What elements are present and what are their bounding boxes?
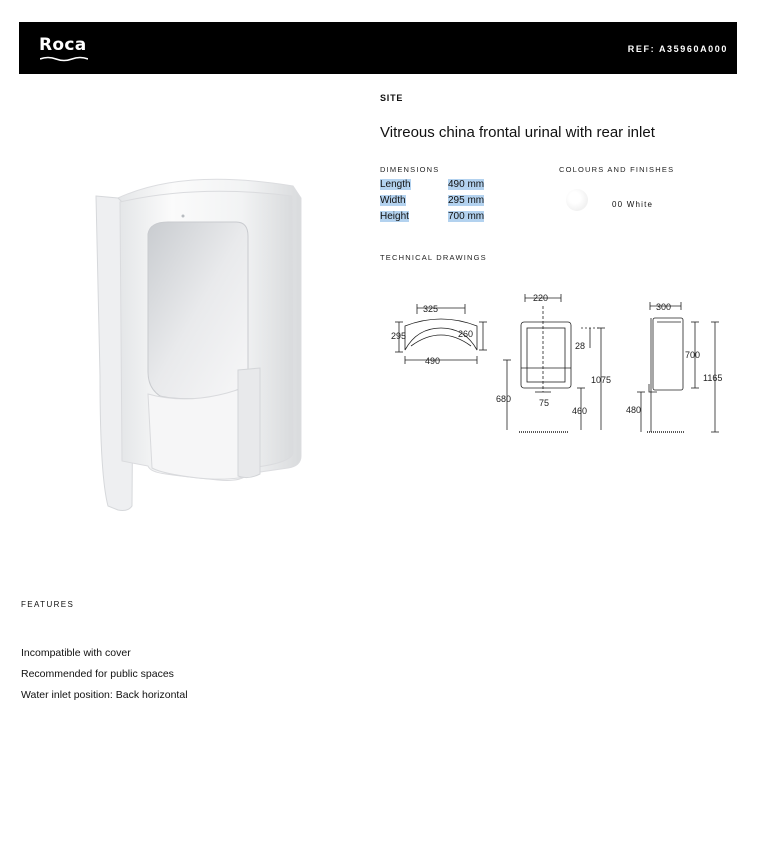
front-view-drawing: [496, 293, 611, 432]
feature-item: Incompatible with cover: [21, 647, 131, 659]
dimensions-label: DIMENSIONS: [380, 165, 440, 174]
technical-drawings-label: TECHNICAL DRAWINGS: [380, 253, 487, 262]
front-view-dim-r2: 1075: [591, 375, 612, 385]
technical-drawings: [385, 288, 735, 438]
finishes-label: COLOURS AND FINISHES: [559, 165, 675, 174]
side-view-drawing: [626, 302, 722, 432]
side-view-dim-top: 300: [656, 302, 672, 312]
finish-swatch-white: [566, 189, 588, 211]
side-view-dim-inner: 700: [685, 350, 701, 360]
top-view-dim-left: 295: [391, 331, 407, 341]
product-series: SITE: [380, 93, 404, 103]
brand-logo: Roca: [39, 35, 87, 55]
dimension-label: Height: [380, 211, 409, 222]
top-view-dim-right: 260: [458, 329, 474, 339]
reference-code: REF: A35960A000: [627, 44, 728, 54]
top-view-drawing: [391, 304, 487, 366]
product-image: [88, 176, 308, 516]
side-view-dim-outer: 1165: [703, 373, 723, 383]
front-view-dim-top: 220: [533, 293, 549, 303]
dimension-label: Length: [380, 179, 411, 190]
feature-item: Recommended for public spaces: [21, 668, 174, 680]
feature-item: Water inlet position: Back horizontal: [21, 689, 188, 701]
front-view-dim-r1: 28: [575, 341, 586, 351]
side-view-dim-left: 480: [626, 405, 642, 415]
front-view-dim-bottom: 75: [539, 398, 550, 408]
logo-wave-icon: [40, 56, 88, 62]
dimension-label: Width: [380, 195, 406, 206]
front-view-dim-left: 680: [496, 394, 512, 404]
product-title: Vitreous china frontal urinal with rear inlet: [380, 124, 655, 141]
dimension-value: 700 mm: [448, 211, 485, 222]
features-label: FEATURES: [21, 600, 75, 609]
front-view-dim-r3: 460: [572, 406, 588, 416]
brand-header-bar: [19, 22, 737, 74]
dimension-value: 295 mm: [448, 195, 485, 206]
top-view-dim-bottom: 490: [425, 356, 441, 366]
dimension-value: 490 mm: [448, 179, 485, 190]
finish-name: 00 White: [612, 200, 654, 209]
top-view-dim-top: 325: [423, 304, 439, 314]
